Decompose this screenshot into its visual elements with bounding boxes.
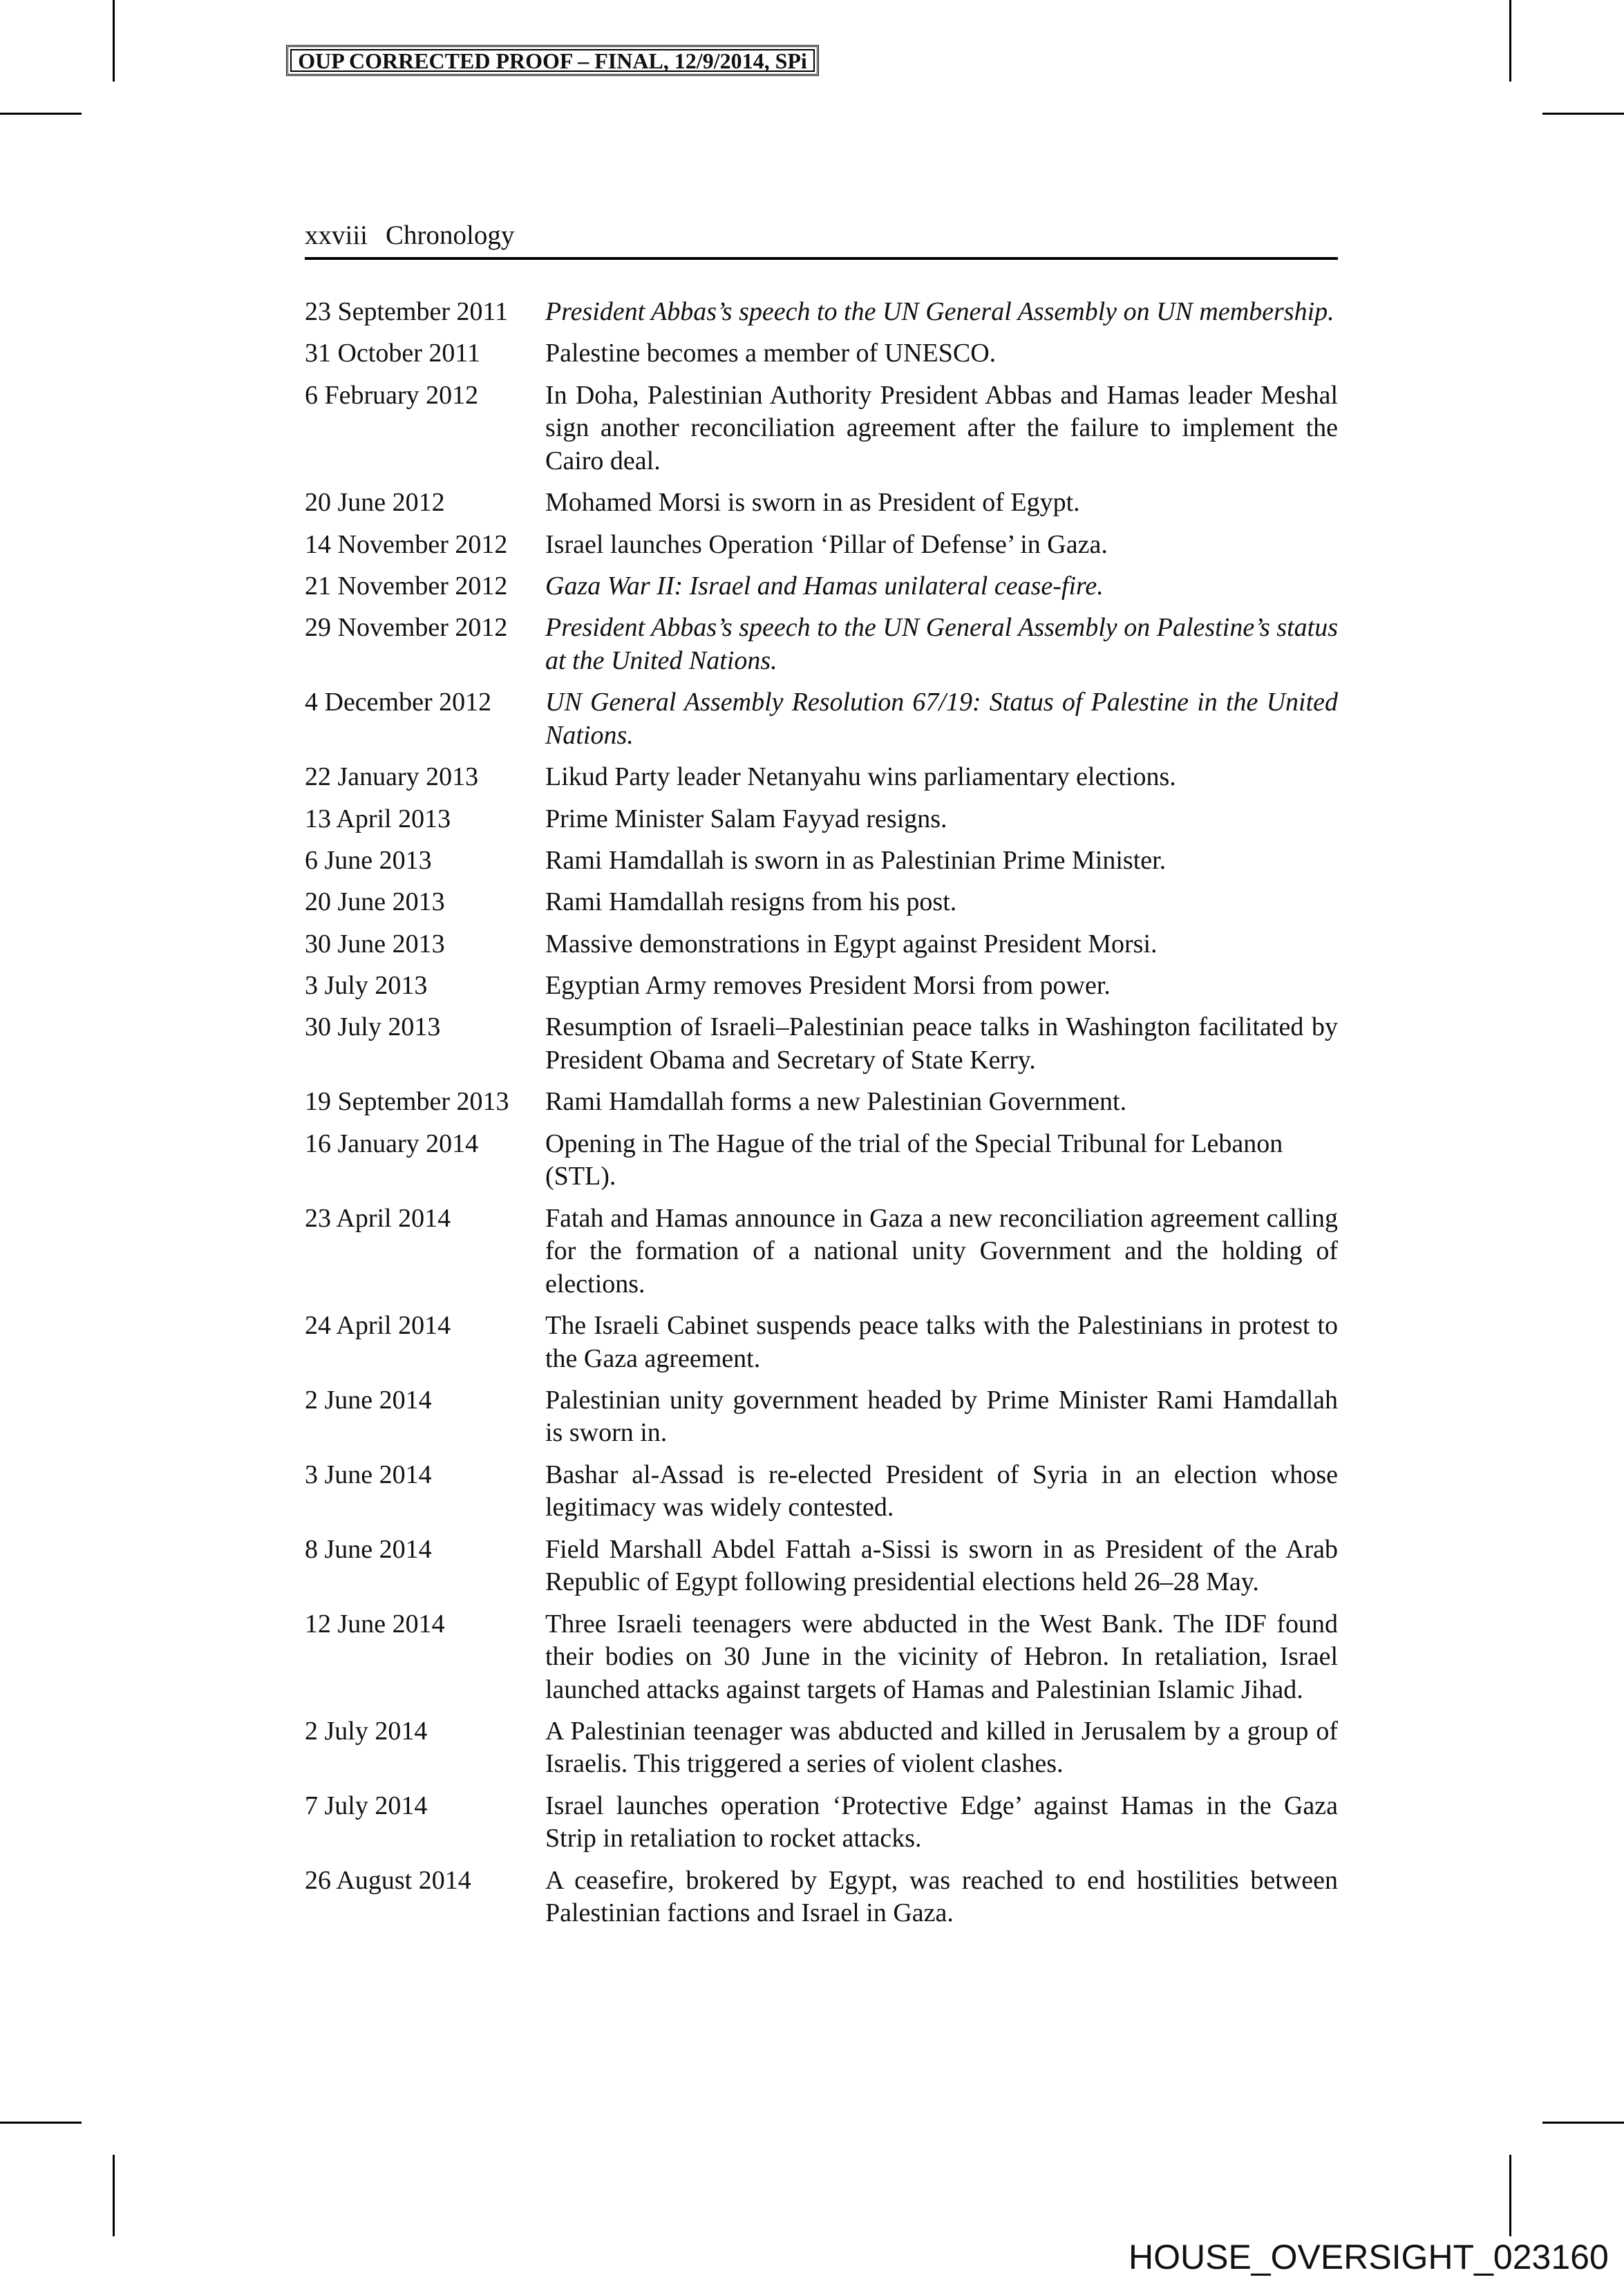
- entry-description: Prime Minister Salam Fayyad resigns.: [545, 804, 947, 833]
- entry-description: A Palestinian teenager was abducted and killed in Jerusalem by a group of Israelis. This triggered a series of violent clashes.: [545, 1716, 1338, 1779]
- chronology-entry: [305, 529, 1338, 562]
- entry-description: Likud Party leader Netanyahu wins parliamentary elections.: [545, 762, 1176, 792]
- entry-description: Rami Hamdallah forms a new Palestinian Government.: [545, 1087, 1127, 1117]
- entry-date: 22 January 2013: [305, 762, 479, 792]
- entry-description: In Doha, Palestinian Authority President Abbas and Hamas leader Meshal sign another reconciliation agreement after the failure to implement the Cairo deal.: [545, 380, 1338, 475]
- entry-date: 8 June 2014: [305, 1534, 432, 1564]
- chronology-entry: [305, 686, 1338, 752]
- chronology-entry: [305, 1310, 1338, 1375]
- bates-number: HOUSE_OVERSIGHT_023160: [1129, 2238, 1609, 2276]
- entry-description: Rami Hamdallah resigns from his post.: [545, 887, 957, 917]
- chronology-entry: [305, 844, 1338, 878]
- entry-description: Field Marshall Abdel Fattah a-Sissi is sworn in as President of the Arab Republic of Egypt following presidential elections held 26–28 May.: [545, 1534, 1338, 1597]
- entry-description: Israel launches operation ‘Protective Edge’ against Hamas in the Gaza Strip in retaliation to rocket attacks.: [545, 1791, 1338, 1853]
- header-rule: [305, 257, 1338, 260]
- crop-mark-bottom-left-vertical: [113, 2155, 115, 2236]
- chronology-entry: [305, 1865, 1338, 1930]
- entry-date: 2 July 2014: [305, 1716, 428, 1746]
- crop-mark-bottom-right-horizontal: [1542, 2122, 1624, 2124]
- entry-description: Bashar al-Assad is re-elected President of Syria in an election whose legitimacy was widely contested.: [545, 1460, 1338, 1522]
- entry-description: Massive demonstrations in Egypt against President Morsi.: [545, 929, 1158, 959]
- chronology-entry: [305, 1459, 1338, 1525]
- entry-date: 23 September 2011: [305, 297, 509, 326]
- chronology-list: [305, 296, 1338, 1939]
- entry-description: Gaza War II: Israel and Hamas unilateral cease-fire.: [545, 571, 1104, 601]
- chronology-entry: [305, 487, 1338, 520]
- entry-date: 3 July 2013: [305, 971, 428, 1001]
- entry-description: Egyptian Army removes President Morsi from power.: [545, 971, 1111, 1001]
- chronology-entry: [305, 970, 1338, 1003]
- chronology-entry: [305, 296, 1338, 329]
- chronology-entry: [305, 1533, 1338, 1599]
- entry-description: Resumption of Israeli–Palestinian peace talks in Washington facilitated by President Obama and Secretary of State Kerry.: [545, 1012, 1338, 1075]
- chronology-entry: [305, 1128, 1338, 1193]
- entry-date: 12 June 2014: [305, 1609, 445, 1639]
- chronology-entry: [305, 570, 1338, 603]
- entry-date: 29 November 2012: [305, 613, 508, 643]
- entry-description: Mohamed Morsi is sworn in as President of Egypt.: [545, 488, 1080, 518]
- crop-mark-top-right-horizontal: [1542, 113, 1624, 115]
- entry-description: Palestinian unity government headed by Prime Minister Rami Hamdallah is sworn in.: [545, 1385, 1338, 1448]
- chronology-entry: [305, 1715, 1338, 1781]
- chronology-entry: [305, 886, 1338, 919]
- entry-date: 30 July 2013: [305, 1012, 441, 1042]
- chronology-entry: [305, 1202, 1338, 1301]
- chronology-entry: [305, 1790, 1338, 1856]
- entry-description: UN General Assembly Resolution 67/19: Status of Palestine in the United Nations.: [545, 688, 1338, 750]
- chronology-entry: [305, 1086, 1338, 1119]
- crop-mark-bottom-right-vertical: [1509, 2155, 1511, 2236]
- crop-mark-top-left-horizontal: [0, 113, 82, 115]
- chronology-entry: [305, 803, 1338, 836]
- entry-date: 4 December 2012: [305, 688, 492, 717]
- entry-date: 24 April 2014: [305, 1311, 451, 1341]
- chronology-entry: [305, 612, 1338, 677]
- entry-date: 20 June 2012: [305, 488, 445, 518]
- entry-description: Three Israeli teenagers were abducted in the West Bank. The IDF found their bodies on 30 June in the vicinity of Hebron. In retaliation, Israel launched attacks against targets of Hamas and Palestinian Islamic Jihad.: [545, 1609, 1338, 1704]
- chronology-entry: [305, 337, 1338, 370]
- entry-description: President Abbas’s speech to the UN General Assembly on Palestine’s status at the United Nations.: [545, 613, 1338, 675]
- entry-description: Israel launches Operation ‘Pillar of Defense’ in Gaza.: [545, 529, 1108, 559]
- entry-description: Opening in The Hague of the trial of the Special Tribunal for Lebanon (STL).: [545, 1129, 1283, 1191]
- chronology-entry: [305, 928, 1338, 961]
- entry-date: 26 August 2014: [305, 1865, 471, 1895]
- proof-stamp-text: OUP CORRECTED PROOF – FINAL, 12/9/2014, SPi: [298, 48, 807, 73]
- chronology-entry: [305, 379, 1338, 478]
- entry-date: 2 June 2014: [305, 1385, 432, 1415]
- entry-date: 7 July 2014: [305, 1791, 428, 1820]
- entry-date: 16 January 2014: [305, 1129, 479, 1158]
- crop-mark-top-left-vertical: [113, 0, 115, 82]
- entry-description: Palestine becomes a member of UNESCO.: [545, 339, 997, 368]
- entry-description: President Abbas’s speech to the UN General Assembly on UN membership.: [545, 297, 1334, 326]
- entry-description: Rami Hamdallah is sworn in as Palestinian Prime Minister.: [545, 845, 1167, 875]
- entry-date: 6 June 2013: [305, 845, 432, 875]
- crop-mark-top-right-vertical: [1509, 0, 1511, 82]
- entry-date: 31 October 2011: [305, 339, 480, 368]
- chapter-title: Chronology: [386, 220, 515, 250]
- chronology-entry: [305, 1384, 1338, 1450]
- entry-date: 21 November 2012: [305, 571, 508, 601]
- chronology-entry: [305, 1011, 1338, 1077]
- entry-date: 13 April 2013: [305, 804, 451, 833]
- entry-date: 20 June 2013: [305, 887, 445, 917]
- entry-date: 6 February 2012: [305, 380, 479, 410]
- chronology-entry: [305, 1608, 1338, 1707]
- entry-date: 3 June 2014: [305, 1460, 432, 1489]
- entry-description: Fatah and Hamas announce in Gaza a new reconciliation agreement calling for the formation of a national unity Government and the holding of elections.: [545, 1203, 1338, 1299]
- proof-stamp: [286, 45, 819, 76]
- page-folio: xxviii: [305, 220, 368, 250]
- entry-date: 14 November 2012: [305, 529, 508, 559]
- entry-description: A ceasefire, brokered by Egypt, was reached to end hostilities between Palestinian factions and Israel in Gaza.: [545, 1865, 1338, 1928]
- crop-mark-bottom-left-horizontal: [0, 2122, 82, 2124]
- entry-date: 30 June 2013: [305, 929, 445, 959]
- entry-date: 23 April 2014: [305, 1203, 451, 1233]
- chronology-entry: [305, 761, 1338, 794]
- running-head: [305, 220, 1338, 252]
- entry-date: 19 September 2013: [305, 1087, 509, 1117]
- entry-description: The Israeli Cabinet suspends peace talks with the Palestinians in protest to the Gaza agreement.: [545, 1311, 1338, 1373]
